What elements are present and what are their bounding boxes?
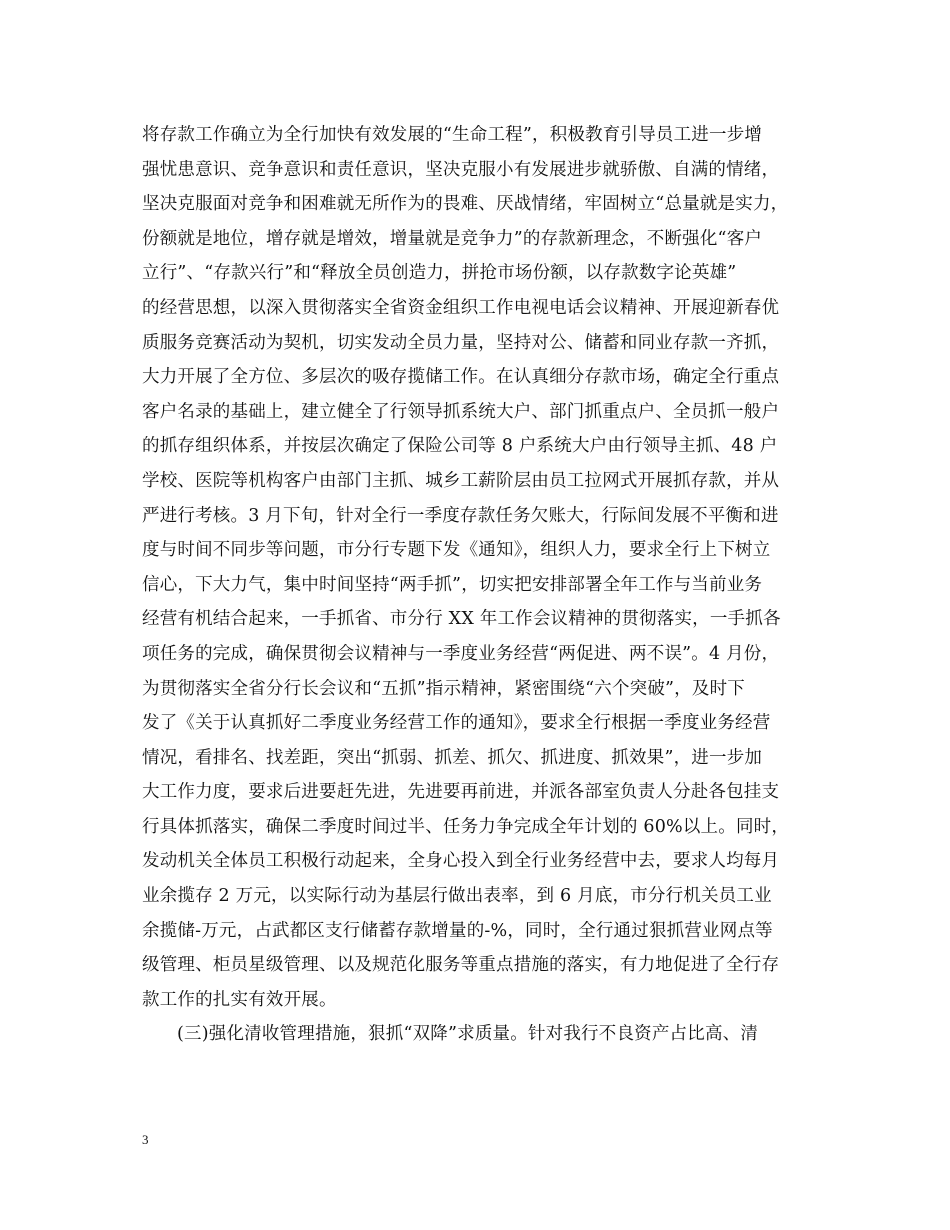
text-line: 级管理、柜员星级管理、以及规范化服务等重点措施的落实，有力地促进了全行存	[142, 955, 780, 976]
text-line: 大力开展了全方位、多层次的吸存揽储工作。在认真细分存款市场，确定全行重点	[142, 367, 780, 388]
text-line: 行具体抓落实，确保二季度时间过半、任务力争完成全年计划的 60%以上。同时，	[142, 816, 790, 837]
text-line: 大工作力度，要求后进要赶先进，先进要再前进，并派各部室负责人分赴各包挂支	[142, 782, 780, 803]
text-line: 质服务竞赛活动为契机，切实发动全员力量，坚持对公、储蓄和同业存款一齐抓，	[142, 332, 780, 353]
text-line: 为贯彻落实全省分行长会议和“五抓”指示精神，紧密围绕“六个突破”，及时下	[142, 678, 745, 699]
text-line: 学校、医院等机构客户由部门主抓、城乡工薪阶层由员工拉网式开展抓存款，并从	[142, 470, 780, 491]
text-line: 度与时间不同步等问题，市分行专题下发《通知》，组织人力，要求全行上下树立	[142, 540, 771, 561]
text-line: 款工作的扎实有效开展。	[142, 989, 337, 1010]
text-line: 经营有机结合起来，一手抓省、市分行 XX 年工作会议精神的贯彻落实，一手抓各	[142, 609, 781, 630]
text-line: 立行”、“存款兴行”和“释放全员创造力，拼抢市场份额，以存款数字论英雄”	[142, 263, 737, 284]
text-line: 坚决克服面对竞争和困难就无所作为的畏难、厌战情绪，牢固树立“总量就是实力，	[142, 194, 789, 215]
text-line: 的抓存组织体系，并按层次确定了保险公司等 8 户系统大户由行领导主抓、48 户	[142, 436, 778, 457]
text-line: 份额就是地位，增存就是增效，增量就是竞争力”的存款新理念，不断强化“客户	[142, 228, 763, 249]
text-line: 信心，下大力气，集中时间坚持“两手抓”，切实把安排部署全年工作与当前业务	[142, 574, 763, 595]
text-line: 余揽储-万元，占武都区支行储蓄存款增量的-%，同时，全行通过狠抓营业网点等	[142, 920, 773, 941]
text-line: 严进行考核。3 月下旬，针对全行一季度存款任务欠账大，行际间发展不平衡和进	[142, 505, 779, 526]
page-number: 3	[142, 1132, 149, 1147]
body-text	[142, 118, 822, 1052]
text-line: 强忧患意识、竞争意识和责任意识，坚决克服小有发展进步就骄傲、自满的情绪，	[142, 159, 780, 180]
text-line: 情况，看排名、找差距，突出“抓弱、抓差、抓欠、抓进度、抓效果”，进一步加	[142, 747, 763, 768]
text-line: 将存款工作确立为全行加快有效发展的“生命工程”，积极教育引导员工进一步增	[142, 125, 763, 145]
text-line: 的经营思想，以深入贯彻落实全省资金组织工作电视电话会议精神、开展迎新春优	[142, 297, 780, 318]
text-line: 发了《关于认真抓好二季度业务经营工作的通知》，要求全行根据一季度业务经营	[142, 713, 771, 734]
text-line: 业余揽存 2 万元，以实际行动为基层行做出表率，到 6 月底，市分行机关员工业	[142, 886, 772, 907]
section-heading-line: (三)强化清收管理措施，狠抓“双降”求质量。针对我行不良资产占比高、清	[177, 1024, 759, 1045]
text-line: 发动机关全体员工积极行动起来，全身心投入到全行业务经营中去，要求人均每月	[142, 851, 780, 872]
text-line: 项任务的完成，确保贯彻会议精神与一季度业务经营“两促进、两不误”。4 月份，	[142, 643, 780, 664]
text-line: 客户名录的基础上，建立健全了行领导抓系统大户、部门抓重点户、全员抓一般户	[142, 401, 780, 422]
